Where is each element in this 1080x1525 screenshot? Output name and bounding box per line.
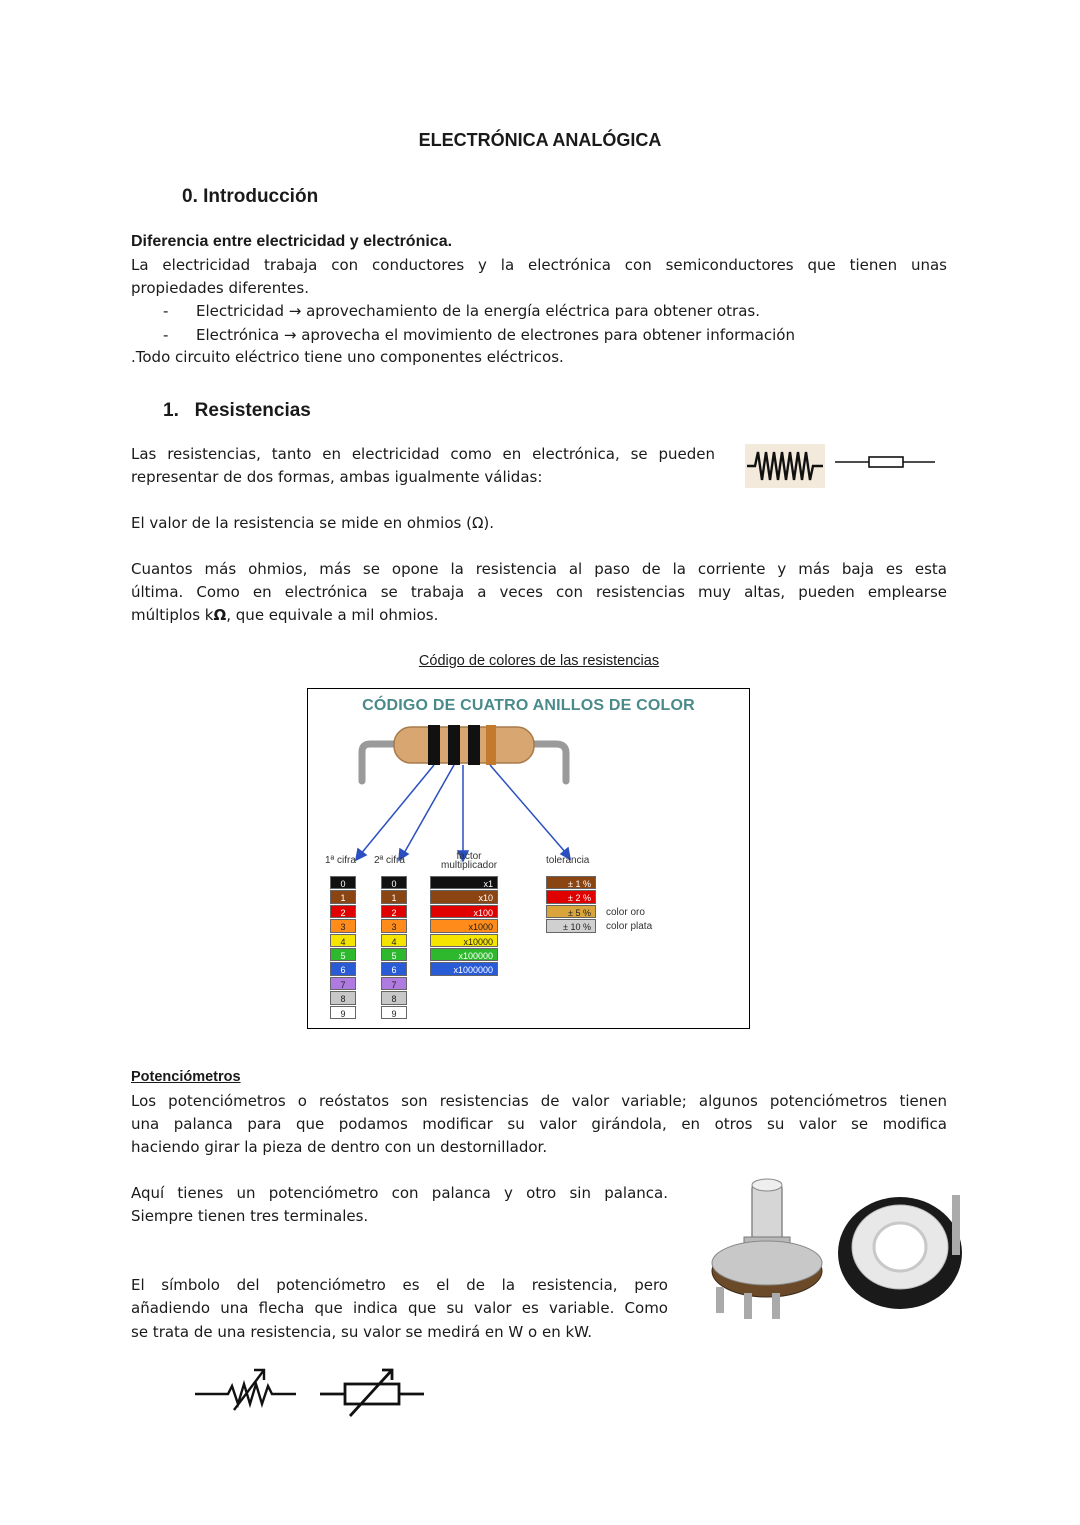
simbolo-line-1: El símbolo del potenciómetro es el de la resistencia, pero (131, 1276, 668, 1294)
label-tolerance: tolerancia (546, 855, 590, 866)
color-code-figure (307, 688, 750, 1029)
label-first-digit: 1ª cifra (325, 855, 356, 866)
first-digit-band: 3 (330, 919, 356, 932)
second-digit-band: 5 (381, 948, 407, 961)
tolerance-band: ± 2 % (546, 890, 596, 903)
document-title: ELECTRÓNICA ANALÓGICA (418, 130, 662, 150)
potenciometros-heading: Potenciómetros (131, 1069, 241, 1085)
multiplier-band: x1000000 (430, 962, 498, 975)
second-digit-band: 9 (381, 1006, 407, 1019)
first-digit-band: 0 (330, 876, 356, 889)
second-digit-band: 4 (381, 934, 407, 947)
bullet-dash: - (163, 326, 169, 344)
potentiometer-photos (700, 1175, 980, 1335)
trimmer-potentiometer-icon (838, 1195, 962, 1309)
label-second-digit: 2ª cifra (374, 855, 405, 866)
tolerance-band: ± 10 % (546, 919, 596, 932)
intro-subheading: Diferencia entre electricidad y electrónica. (131, 233, 453, 250)
cuantos-line-2: última. Como en electrónica se trabaja a veces con resistencias muy altas, pueden emplearse (131, 583, 947, 601)
second-digit-band: 0 (381, 876, 407, 889)
cuantos-line-1: Cuantos más ohmios, más se opone la resistencia al paso de la corriente y más baja es esta (131, 560, 947, 578)
simbolo-line-2: añadiendo una flecha que indica que su valor es variable. Como (131, 1299, 668, 1317)
multiplier-band: x10000 (430, 934, 498, 947)
first-digit-band: 4 (330, 934, 356, 947)
label-multiplier-line-2: multiplicador (441, 860, 498, 871)
repr-line-1: Las resistencias, tanto en electricidad como en electrónica, se pueden (131, 445, 715, 463)
pot-para-line-2: una palanca para que podamos modificar su valor girándola, en otros su valor se modifica (131, 1115, 947, 1133)
intro-heading: 0. Introducción (182, 186, 319, 207)
cuantos-line-3-pre: múltiplos k (131, 606, 214, 624)
simbolo-line-3: se trata de una resistencia, su valor se medirá en W o en kW. (131, 1323, 593, 1341)
second-digit-band: 2 (381, 905, 407, 918)
zigzag-resistor-icon (745, 444, 825, 488)
box-resistor-symbol (835, 452, 935, 472)
second-digit-band: 3 (381, 919, 407, 932)
multiplier-band: x100 (430, 905, 498, 918)
tolerance-band: ± 5 % (546, 905, 596, 918)
label-multiplier-line-1: factor (456, 851, 482, 862)
multiplier-band: x100000 (430, 948, 498, 961)
cuantos-line-3-post: , que equivale a mil ohmios. (226, 606, 439, 624)
figure-title: CÓDIGO DE CUATRO ANILLOS DE COLOR (362, 697, 695, 714)
tolerance-band: ± 1 % (546, 876, 596, 889)
second-digit-band: 1 (381, 890, 407, 903)
aqui-line-1: Aquí tienes un potenciómetro con palanca y otro sin palanca. (131, 1184, 668, 1202)
second-digit-band: 7 (381, 977, 407, 990)
first-digit-band: 6 (330, 962, 356, 975)
first-digit-band: 1 (330, 890, 356, 903)
second-digit-band: 6 (381, 962, 407, 975)
label-multiplier (441, 852, 497, 870)
first-digit-band: 2 (330, 905, 356, 918)
valor-ohmios: El valor de la resistencia se mide en ohmios (Ω). (131, 514, 495, 532)
zigzag-resistor-symbol (745, 444, 825, 488)
pot-para-line-3: haciendo girar la pieza de dentro con un destornillador. (131, 1138, 548, 1156)
intro-paragraph-line-1: La electricidad trabaja con conductores y la electrónica con semiconductores que tienen unas (131, 256, 947, 274)
pot-para-line-1: Los potenciómetros o reóstatos son resistencias de valor variable; algunos potenciómetros tienen (131, 1092, 947, 1110)
multiplier-band: x10 (430, 890, 498, 903)
potentiometer-symbols (190, 1362, 430, 1422)
label-color-plata: color plata (606, 921, 653, 932)
intro-closing: .Todo circuito eléctrico tiene uno componentes eléctricos. (131, 348, 564, 366)
repr-line-2: representar de dos formas, ambas igualmente válidas: (131, 468, 543, 486)
multiplier-band: x1 (430, 876, 498, 889)
label-color-oro: color oro (606, 907, 645, 918)
first-digit-band: 9 (330, 1006, 356, 1019)
lever-potentiometer-icon (712, 1179, 822, 1319)
bullet-electricidad: Electricidad → aprovechamiento de la energía eléctrica para obtener otras. (196, 302, 760, 320)
box-resistor-icon (835, 452, 935, 472)
first-digit-band: 7 (330, 977, 356, 990)
aqui-line-2: Siempre tienen tres terminales. (131, 1207, 369, 1225)
bullet-electronica: Electrónica → aprovecha el movimiento de electrones para obtener información (196, 326, 795, 344)
resistencias-heading: 1. Resistencias (163, 400, 311, 421)
first-digit-band: 5 (330, 948, 356, 961)
kilo-ohm-symbol: Ω (213, 606, 227, 624)
intro-paragraph-line-2: propiedades diferentes. (131, 279, 309, 297)
zigzag-potentiometer-icon (195, 1370, 296, 1410)
multiplier-band: x1000 (430, 919, 498, 932)
color-code-caption: Código de colores de las resistencias (418, 653, 660, 669)
cuantos-line-3 (131, 604, 438, 627)
second-digit-band: 8 (381, 991, 407, 1004)
first-digit-band: 8 (330, 991, 356, 1004)
box-potentiometer-icon (320, 1370, 424, 1416)
bullet-dash: - (163, 302, 169, 320)
